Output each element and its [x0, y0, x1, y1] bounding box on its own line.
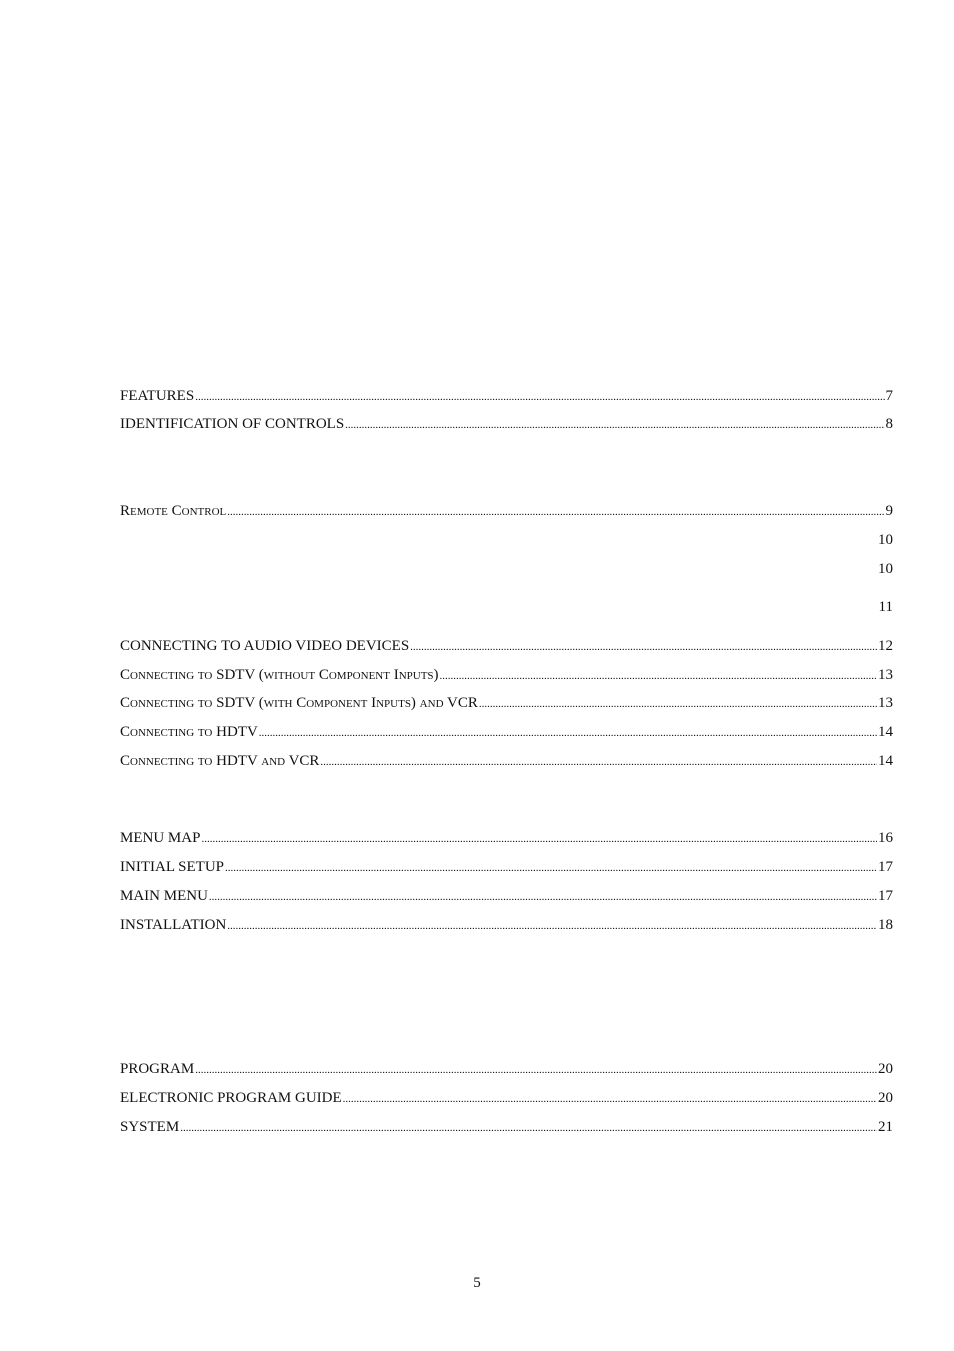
- dot-leader: [440, 665, 877, 686]
- dot-leader: [195, 1059, 877, 1080]
- toc-page: 14: [878, 753, 893, 769]
- toc-row-installation[interactable]: [120, 915, 893, 936]
- toc-row-epg[interactable]: [120, 1088, 893, 1109]
- toc-page-orphan: 11: [878, 599, 893, 615]
- toc-label: FEATURES: [120, 388, 195, 404]
- toc-label: INITIAL SETUP: [120, 859, 225, 875]
- toc-label: MENU MAP: [120, 830, 201, 846]
- toc-page: 13: [878, 667, 893, 683]
- toc-page: 7: [885, 388, 893, 404]
- toc-page: 12: [878, 638, 893, 654]
- toc-page: 20: [878, 1061, 893, 1077]
- dot-leader: [345, 414, 884, 435]
- toc-page: 14: [878, 724, 893, 740]
- dot-leader: [180, 1117, 877, 1138]
- toc-page: 20: [878, 1090, 893, 1106]
- toc-page: 8: [885, 416, 893, 432]
- toc-page: 9: [885, 503, 893, 519]
- toc-row-main-menu[interactable]: [120, 886, 893, 907]
- dot-leader: [195, 386, 884, 407]
- dot-leader: [410, 636, 877, 657]
- dot-leader: [227, 915, 877, 936]
- toc-page: 17: [878, 888, 893, 904]
- toc-label: Connecting to SDTV (without Component Inputs): [120, 667, 439, 683]
- toc-row-connecting-av[interactable]: [120, 636, 893, 657]
- toc-label: ELECTRONIC PROGRAM GUIDE: [120, 1090, 342, 1106]
- page-number: 5: [473, 1275, 481, 1291]
- dot-leader: [209, 886, 877, 907]
- dot-leader: [225, 857, 877, 878]
- toc-row-hdtv[interactable]: [120, 722, 893, 743]
- toc-row-hdtv-vcr[interactable]: [120, 751, 893, 772]
- toc-page: 18: [878, 917, 893, 933]
- toc-page: 21: [878, 1119, 893, 1135]
- toc-row-initial-setup[interactable]: [120, 857, 893, 878]
- toc-label: Remote Control: [120, 503, 227, 519]
- toc-label: MAIN MENU: [120, 888, 208, 904]
- toc-label: CONNECTING TO AUDIO VIDEO DEVICES: [120, 638, 410, 654]
- toc-label: SYSTEM: [120, 1119, 180, 1135]
- toc-row-menu-map[interactable]: [120, 828, 893, 849]
- toc-label: INSTALLATION: [120, 917, 227, 933]
- dot-leader: [259, 722, 877, 743]
- dot-leader: [343, 1088, 877, 1109]
- toc-label: Connecting to HDTV: [120, 724, 258, 740]
- toc-label: IDENTIFICATION OF CONTROLS: [120, 416, 345, 432]
- toc-page-orphan: 10: [878, 561, 893, 577]
- toc-page: 16: [878, 830, 893, 846]
- toc-label: Connecting to SDTV (with Component Inputs) and VCR: [120, 695, 478, 711]
- dot-leader: [320, 751, 877, 772]
- dot-leader: [227, 501, 884, 522]
- toc-row-remote-control[interactable]: [120, 501, 893, 522]
- dot-leader: [479, 693, 877, 714]
- toc-row-features[interactable]: [120, 386, 893, 407]
- toc-label: Connecting to HDTV and VCR: [120, 753, 320, 769]
- toc-row-sdtv-with[interactable]: [120, 693, 893, 714]
- toc-row-identification[interactable]: [120, 414, 893, 435]
- toc-label: PROGRAM: [120, 1061, 195, 1077]
- toc-page: 17: [878, 859, 893, 875]
- toc-page-orphan: 10: [878, 532, 893, 548]
- toc-row-sdtv-without[interactable]: [120, 665, 893, 686]
- toc-row-program[interactable]: [120, 1059, 893, 1080]
- toc-page: 13: [878, 695, 893, 711]
- toc-row-system[interactable]: [120, 1117, 893, 1138]
- dot-leader: [201, 828, 877, 849]
